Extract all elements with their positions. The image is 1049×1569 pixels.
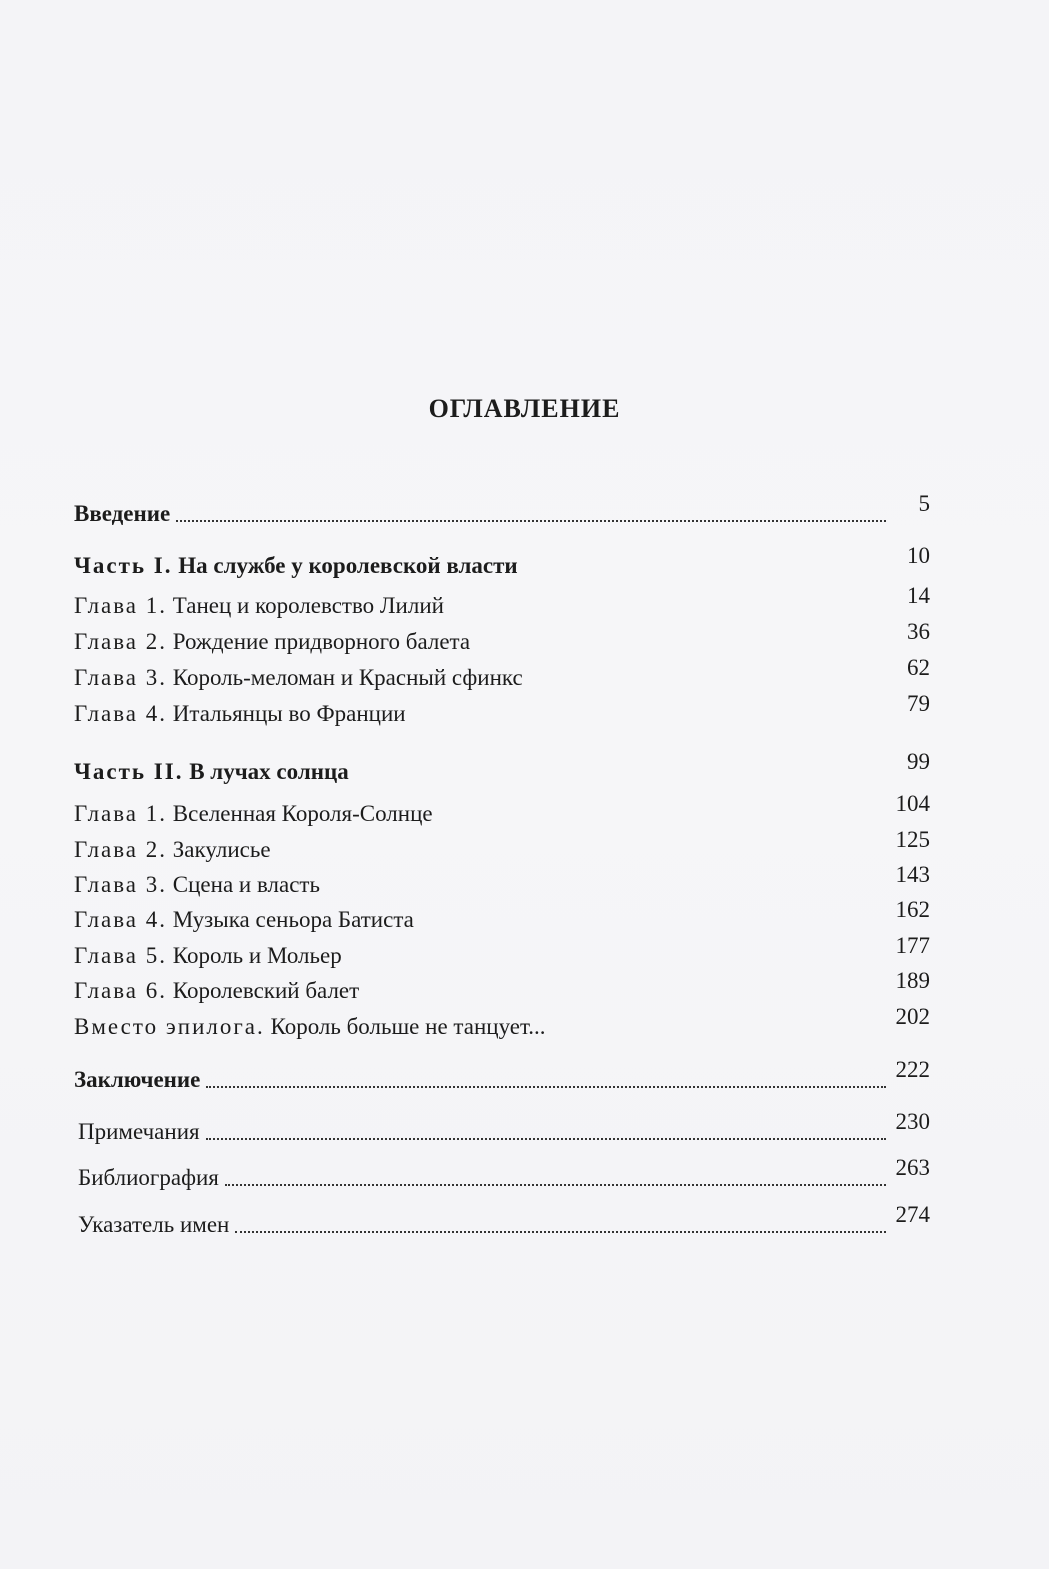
toc-entry-label: Глава 1. Танец и королевство Лилий bbox=[74, 593, 444, 618]
toc-page-number: 36 bbox=[907, 619, 930, 644]
dot-leader bbox=[412, 720, 886, 722]
dot-leader bbox=[326, 891, 886, 893]
dot-leader bbox=[529, 684, 886, 686]
toc-entry-label: Введение bbox=[74, 501, 171, 526]
toc-page-number: 125 bbox=[895, 827, 930, 852]
dot-leader bbox=[450, 612, 886, 614]
toc-entry-part-1-chapter-4[interactable] bbox=[74, 691, 930, 728]
toc-entry-part-2-chapter-5[interactable] bbox=[74, 933, 930, 970]
toc-page-number: 222 bbox=[895, 1057, 930, 1082]
dot-leader bbox=[420, 926, 886, 928]
toc-entry-label: Глава 4. Итальянцы во Франции bbox=[74, 701, 406, 726]
toc-page-number: 104 bbox=[895, 791, 930, 816]
toc-entry-label: Заключение bbox=[74, 1067, 201, 1092]
toc-entry-label: Вместо эпилога. Король больше не танцует... bbox=[74, 1014, 546, 1039]
toc-page-number: 143 bbox=[895, 862, 930, 887]
toc-entry-label: Глава 2. Закулисье bbox=[74, 837, 271, 862]
toc-entry-label: Глава 4. Музыка сеньора Батиста bbox=[74, 907, 414, 932]
toc-entry-label: Глава 5. Король и Мольер bbox=[74, 943, 342, 968]
toc-title: ОГЛАВЛЕНИЕ bbox=[428, 394, 621, 423]
toc-entry-label: Глава 3. Король-меломан и Красный сфинкс bbox=[74, 665, 523, 690]
toc-page-number: 62 bbox=[907, 655, 930, 680]
toc-page-number: 162 bbox=[895, 897, 930, 922]
toc-entry-introduction[interactable] bbox=[74, 491, 930, 528]
toc-entry-label: Примечания bbox=[78, 1119, 200, 1144]
toc-entry-label: Библиография bbox=[78, 1165, 219, 1190]
toc-entry-label: Часть II. В лучах солнца bbox=[74, 759, 349, 784]
toc-entry-epilogue[interactable] bbox=[74, 1004, 930, 1041]
toc-page-number: 189 bbox=[895, 968, 930, 993]
toc-entry-bibliography[interactable] bbox=[74, 1155, 930, 1192]
dot-leader bbox=[552, 1033, 886, 1035]
dot-leader bbox=[235, 1231, 886, 1233]
toc-page-number: 79 bbox=[907, 691, 930, 716]
toc-page-number: 263 bbox=[895, 1155, 930, 1180]
toc-page-number: 230 bbox=[895, 1109, 930, 1134]
toc-page-number: 202 bbox=[895, 1004, 930, 1029]
toc-page-number: 14 bbox=[907, 583, 930, 608]
toc-entry-part-2-chapter-4[interactable] bbox=[74, 897, 930, 934]
toc-page-number: 177 bbox=[895, 933, 930, 958]
dot-leader bbox=[348, 962, 886, 964]
dot-leader bbox=[277, 856, 886, 858]
toc-entry-part-2[interactable] bbox=[74, 749, 930, 786]
dot-leader bbox=[355, 778, 886, 780]
toc-entry-label: Часть I. На службе у королевской власти bbox=[74, 553, 518, 578]
toc-entry-part-1-chapter-1[interactable] bbox=[74, 583, 930, 620]
toc-entry-notes[interactable] bbox=[74, 1109, 930, 1146]
toc-page-number: 10 bbox=[907, 543, 930, 568]
dot-leader bbox=[476, 648, 886, 650]
toc-entry-label: Глава 3. Сцена и власть bbox=[74, 872, 320, 897]
dot-leader bbox=[206, 1138, 886, 1140]
toc-page-number: 5 bbox=[918, 491, 930, 516]
toc-entry-label: Глава 2. Рождение придворного балета bbox=[74, 629, 471, 654]
toc-entry-label: Глава 6. Королевский балет bbox=[74, 978, 360, 1003]
toc-entry-conclusion[interactable] bbox=[74, 1057, 930, 1094]
toc-entry-part-2-chapter-1[interactable] bbox=[74, 791, 930, 828]
toc-entry-part-1-chapter-2[interactable] bbox=[74, 619, 930, 656]
toc-entry-part-1[interactable] bbox=[74, 543, 930, 580]
toc-entry-name-index[interactable] bbox=[74, 1202, 930, 1239]
dot-leader bbox=[365, 997, 886, 999]
toc-entry-part-1-chapter-3[interactable] bbox=[74, 655, 930, 692]
toc-entry-part-2-chapter-2[interactable] bbox=[74, 827, 930, 864]
toc-entry-part-2-chapter-6[interactable] bbox=[74, 968, 930, 1005]
dot-leader bbox=[176, 520, 886, 522]
dot-leader bbox=[524, 572, 886, 574]
dot-leader bbox=[225, 1184, 886, 1186]
dot-leader bbox=[206, 1086, 886, 1088]
toc-page-number: 274 bbox=[895, 1202, 930, 1227]
toc-entry-part-2-chapter-3[interactable] bbox=[74, 862, 930, 899]
toc-page-number: 99 bbox=[907, 749, 930, 774]
toc-entry-label: Указатель имен bbox=[78, 1212, 230, 1237]
dot-leader bbox=[439, 820, 886, 822]
toc-entry-label: Глава 1. Вселенная Короля-Солнце bbox=[74, 801, 433, 826]
